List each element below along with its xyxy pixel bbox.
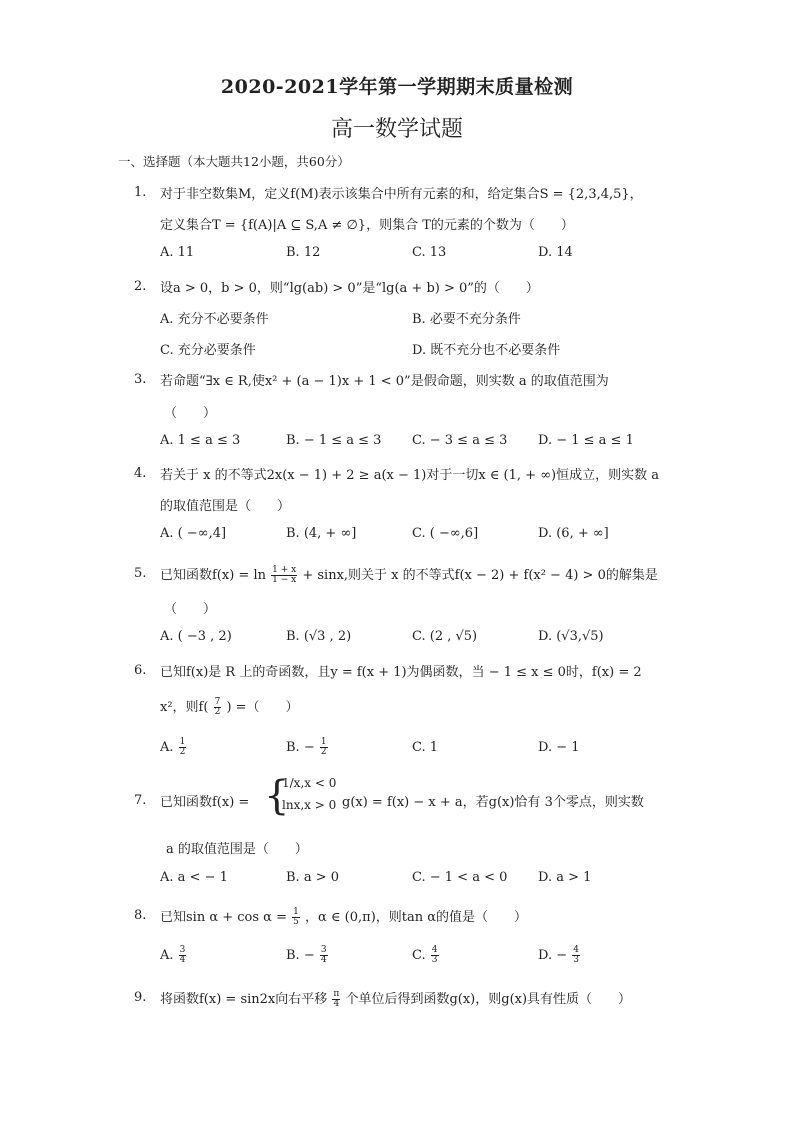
numerator: 1 (179, 737, 186, 747)
option-a[interactable]: A. 11 (160, 245, 195, 260)
option-a[interactable]: A. 充分不必要条件 (160, 312, 269, 327)
formula-part: x²，则f( (160, 700, 209, 715)
option-a[interactable]: A. ( −3 , 2) (160, 629, 232, 644)
exam-subtitle: 高一数学试题 (330, 117, 463, 142)
option-b[interactable]: B. (√3 , 2) (286, 629, 352, 644)
denominator: 5 (293, 917, 299, 927)
option-a[interactable]: A. a < − 1 (160, 870, 228, 885)
option-b[interactable]: B. 必要不充分条件 (412, 312, 521, 327)
formula-part: 已知函数f(x) = ln (160, 568, 266, 583)
section-heading: 一、选择题（本大题共12小题，共60分） (118, 154, 350, 169)
question-text: 已知f(x)是 R 上的奇函数，且y = f(x + 1)为偶函数，当 − 1 ≤ x ≤ 0时，f(x) = 2 (160, 665, 642, 680)
option-b[interactable] (286, 946, 329, 965)
question-number: 3. (134, 372, 147, 387)
numerator: 4 (573, 945, 579, 955)
brace-icon: { (264, 773, 290, 819)
option-b[interactable]: B. a > 0 (286, 870, 339, 885)
question-number: 9. (134, 990, 147, 1005)
question-text: 若命题“∃x ∈ R,使x² + (a − 1)x + 1 < 0”是假命题，则实数 a 的取值范围为 (160, 374, 609, 389)
option-c[interactable]: C. 充分必要条件 (160, 343, 256, 358)
option-b[interactable]: B. 12 (286, 245, 321, 260)
option-b[interactable]: B. − 1 ≤ a ≤ 3 (286, 433, 382, 448)
numerator: π (333, 989, 340, 999)
denominator: 2 (179, 747, 186, 757)
option-c[interactable]: C. − 1 < a < 0 (412, 870, 508, 885)
piecewise-case: lnx,x > 0 (282, 798, 337, 812)
formula-part: + sinx,则关于 x 的不等式f(x − 2) + f(x² − 4) > 0的解集是 (302, 568, 658, 583)
question-text: 对于非空数集M，定义f(M)表示该集合中所有元素的和，给定集合S = {2,3,4,5}， (160, 187, 643, 202)
option-a[interactable] (160, 946, 187, 965)
option-a[interactable] (160, 738, 187, 757)
fraction (179, 946, 187, 965)
numerator: 1 (293, 907, 299, 917)
denominator: 3 (431, 955, 438, 965)
question-text (160, 696, 299, 717)
fraction (431, 946, 439, 965)
formula-part: ，α ∈ (0,π)，则tan α的值是（ ） (305, 910, 528, 925)
question-text: 的取值范围是（ ） (160, 499, 291, 514)
formula-part: 将函数f(x) = sin2x向右平移 (160, 992, 328, 1007)
numerator: 3 (179, 945, 186, 955)
option-c[interactable]: C. (2 , √5) (412, 629, 478, 644)
option-label: B. − (286, 948, 315, 963)
option-c[interactable]: C. 13 (412, 245, 447, 260)
option-b[interactable]: B. (4, + ∞] (286, 526, 357, 541)
option-d[interactable]: D. − 1 ≤ a ≤ 1 (538, 433, 634, 448)
question-text (160, 988, 631, 1009)
fraction (179, 738, 187, 757)
option-d[interactable]: D. a > 1 (538, 870, 592, 885)
numerator: 7 (214, 697, 221, 707)
fraction (320, 738, 328, 757)
option-d[interactable] (538, 946, 581, 965)
question-text: （ ） (164, 602, 217, 617)
option-d[interactable]: D. − 1 (538, 740, 580, 755)
option-c[interactable]: C. − 3 ≤ a ≤ 3 (412, 433, 508, 448)
denominator: 4 (320, 955, 327, 965)
question-text (160, 564, 658, 585)
option-c[interactable]: C. 1 (412, 740, 439, 755)
question-text: g(x) = f(x) − x + a，若g(x)恰有 3个零点，则实数 (342, 795, 644, 810)
denominator: 2 (320, 747, 327, 757)
option-a[interactable]: A. ( −∞,4] (160, 526, 227, 541)
question-number: 7. (134, 793, 147, 808)
option-c[interactable] (412, 946, 440, 965)
option-d[interactable]: D. 既不充分也不必要条件 (412, 343, 561, 358)
formula-part: 已知sin α + cos α = (160, 910, 287, 925)
option-a[interactable]: A. 1 ≤ a ≤ 3 (160, 433, 241, 448)
denominator: 2 (214, 707, 221, 717)
question-text: （ ） (164, 406, 217, 421)
option-label: D. − (538, 948, 568, 963)
question-text (160, 906, 527, 927)
question-number: 4. (134, 466, 147, 481)
option-d[interactable]: D. 14 (538, 245, 573, 260)
formula-part: ) =（ ） (226, 700, 299, 715)
numerator: 1 + x (272, 565, 297, 575)
option-label: B. − (286, 740, 315, 755)
question-number: 6. (134, 663, 147, 678)
option-label: C. (412, 948, 426, 963)
fraction (320, 946, 328, 965)
question-text: 设a > 0，b > 0，则“lg(ab) > 0”是“lg(a + b) > 0”的（ ） (160, 281, 539, 296)
option-c[interactable]: C. ( −∞,6] (412, 526, 479, 541)
denominator: 3 (573, 955, 579, 965)
option-d[interactable]: D. (6, + ∞] (538, 526, 609, 541)
piecewise-case: 1/x,x < 0 (282, 776, 337, 790)
option-b[interactable] (286, 738, 329, 757)
question-text: 定义集合T = {f(A)|A ⊆ S,A ≠ ∅}，则集合 T的元素的个数为（ ） (160, 218, 574, 233)
question-number: 1. (134, 185, 147, 200)
question-text: 已知函数f(x) = (160, 795, 250, 810)
fraction (572, 946, 580, 965)
option-d[interactable]: D. (√3,√5) (538, 629, 604, 644)
numerator: 1 (320, 737, 327, 747)
denominator: 4 (333, 999, 340, 1009)
numerator: 4 (431, 945, 438, 955)
question-text: a 的取值范围是（ ） (166, 842, 308, 857)
exam-title: 2020-2021学年第一学期期末质量检测 (220, 76, 574, 98)
denominator: 4 (179, 955, 186, 965)
fraction (214, 698, 222, 717)
question-number: 5. (134, 566, 147, 581)
formula-part: 个单位后得到函数g(x)，则g(x)具有性质（ ） (345, 992, 632, 1007)
question-number: 8. (134, 908, 147, 923)
fraction (332, 990, 340, 1009)
fraction (271, 566, 297, 585)
fraction (292, 908, 300, 927)
option-label: A. (160, 948, 174, 963)
denominator: 1 − x (272, 575, 297, 585)
question-number: 2. (134, 279, 147, 294)
question-text: 若关于 x 的不等式2x(x − 1) + 2 ≥ a(x − 1)对于一切x ∈ (1, + ∞)恒成立，则实数 a (160, 468, 659, 483)
option-label: A. (160, 740, 174, 755)
numerator: 3 (320, 945, 327, 955)
